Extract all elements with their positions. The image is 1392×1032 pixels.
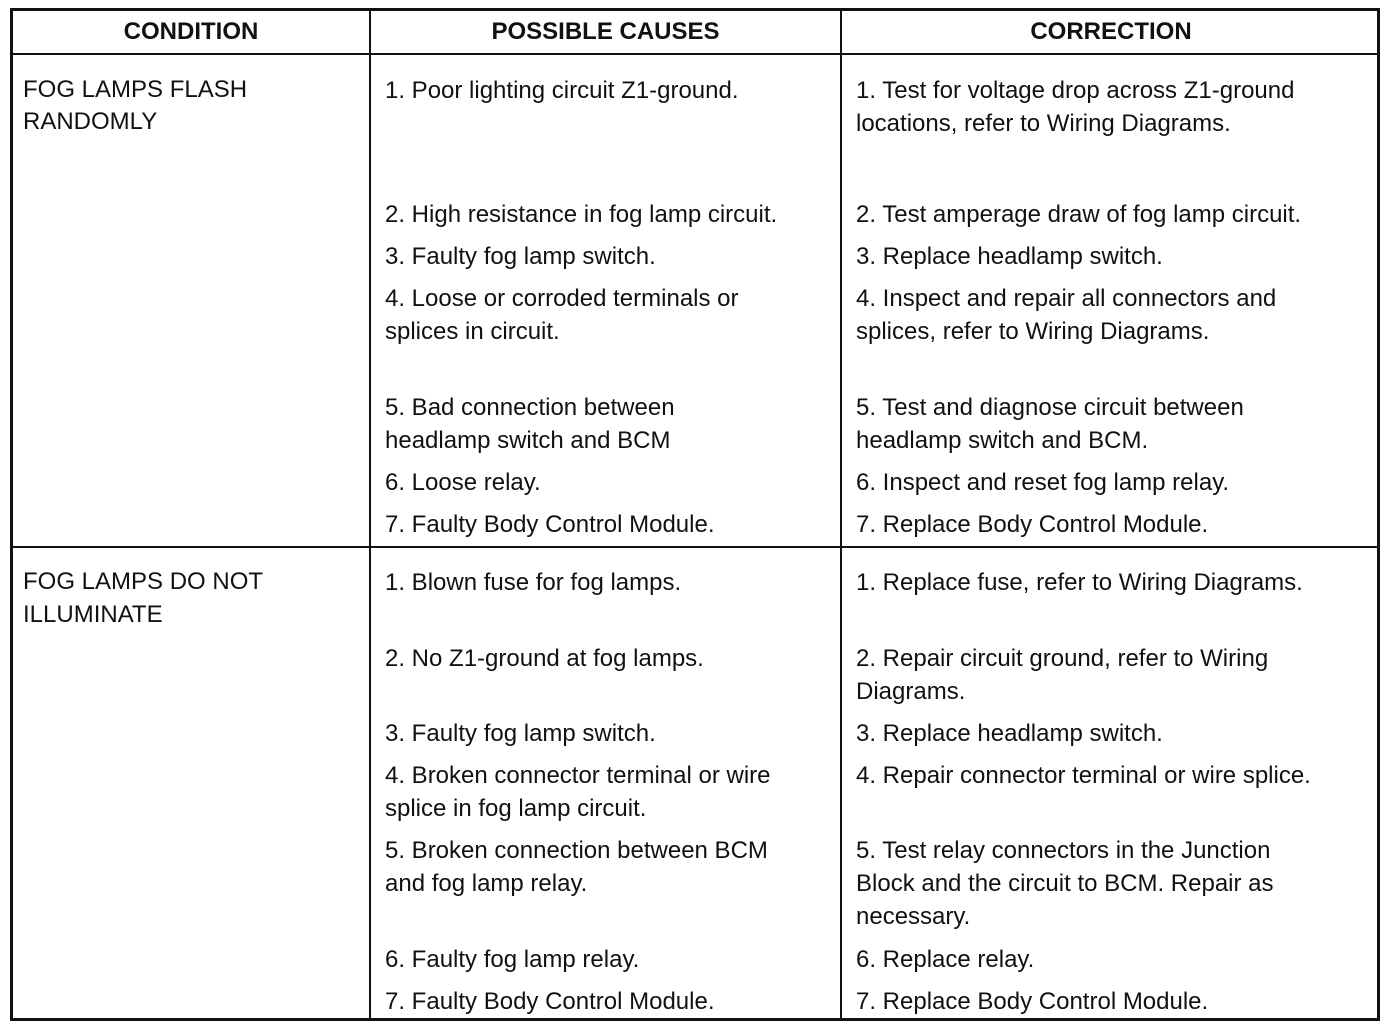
correction-text: 6. Inspect and reset fog lamp relay. xyxy=(856,469,1230,496)
correction-text: 2. Repair circuit ground, refer to Wiring xyxy=(856,645,1269,672)
correction-text: 5. Test and diagnose circuit between xyxy=(856,394,1244,421)
correction-text: splices, refer to Wiring Diagrams. xyxy=(856,318,1210,345)
correction-text: 3. Replace headlamp switch. xyxy=(856,243,1163,270)
correction-text: 4. Inspect and repair all connectors and xyxy=(856,285,1277,312)
correction-text: 6. Replace relay. xyxy=(856,946,1035,973)
correction-text: 4. Repair connector terminal or wire splice. xyxy=(856,762,1311,789)
cause-text: 5. Bad connection between xyxy=(385,394,675,421)
header-possible-causes: POSSIBLE CAUSES xyxy=(491,18,720,45)
correction-text: 5. Test relay connectors in the Junction xyxy=(856,837,1271,864)
cause-text: 6. Loose relay. xyxy=(385,469,541,496)
correction-text: 3. Replace headlamp switch. xyxy=(856,720,1163,747)
header-condition: CONDITION xyxy=(123,18,259,45)
correction-text: Diagrams. xyxy=(856,678,966,705)
diagnosis-table xyxy=(10,8,1380,1021)
header-correction: CORRECTION xyxy=(1030,18,1192,45)
correction-text: Block and the circuit to BCM. Repair as xyxy=(856,870,1274,897)
cause-text: 3. Faulty fog lamp switch. xyxy=(385,243,656,270)
correction-text: 1. Test for voltage drop across Z1-ground xyxy=(856,77,1295,104)
cause-text: 2. No Z1-ground at fog lamps. xyxy=(385,645,704,672)
cause-text: splice in fog lamp circuit. xyxy=(385,795,647,822)
column-divider xyxy=(369,11,371,1018)
cause-text: 7. Faulty Body Control Module. xyxy=(385,511,715,538)
cause-text: 5. Broken connection between BCM xyxy=(385,837,768,864)
cause-text: 1. Poor lighting circuit Z1-ground. xyxy=(385,77,739,104)
correction-text: 7. Replace Body Control Module. xyxy=(856,511,1209,538)
cause-text: 4. Broken connector terminal or wire xyxy=(385,762,771,789)
correction-text: 7. Replace Body Control Module. xyxy=(856,988,1209,1015)
section-divider xyxy=(13,546,1377,548)
condition-line: ILLUMINATE xyxy=(23,601,163,628)
cause-text: 6. Faulty fog lamp relay. xyxy=(385,946,640,973)
cause-text: and fog lamp relay. xyxy=(385,870,588,897)
cause-text: 1. Blown fuse for fog lamps. xyxy=(385,569,682,596)
cause-text: 4. Loose or corroded terminals or xyxy=(385,285,739,312)
cause-text: 7. Faulty Body Control Module. xyxy=(385,988,715,1015)
condition-line: FOG LAMPS FLASH xyxy=(23,76,248,103)
column-divider xyxy=(840,11,842,1018)
cause-text: headlamp switch and BCM xyxy=(385,427,671,454)
condition-line: FOG LAMPS DO NOT xyxy=(23,568,264,595)
correction-text: 2. Test amperage draw of fog lamp circuit. xyxy=(856,201,1302,228)
cause-text: splices in circuit. xyxy=(385,318,560,345)
cause-text: 2. High resistance in fog lamp circuit. xyxy=(385,201,778,228)
correction-text: headlamp switch and BCM. xyxy=(856,427,1149,454)
correction-text: 1. Replace fuse, refer to Wiring Diagrams. xyxy=(856,569,1303,596)
correction-text: locations, refer to Wiring Diagrams. xyxy=(856,110,1231,137)
cause-text: 3. Faulty fog lamp switch. xyxy=(385,720,656,747)
correction-text: necessary. xyxy=(856,903,971,930)
header-divider xyxy=(13,53,1377,55)
condition-line: RANDOMLY xyxy=(23,108,158,135)
